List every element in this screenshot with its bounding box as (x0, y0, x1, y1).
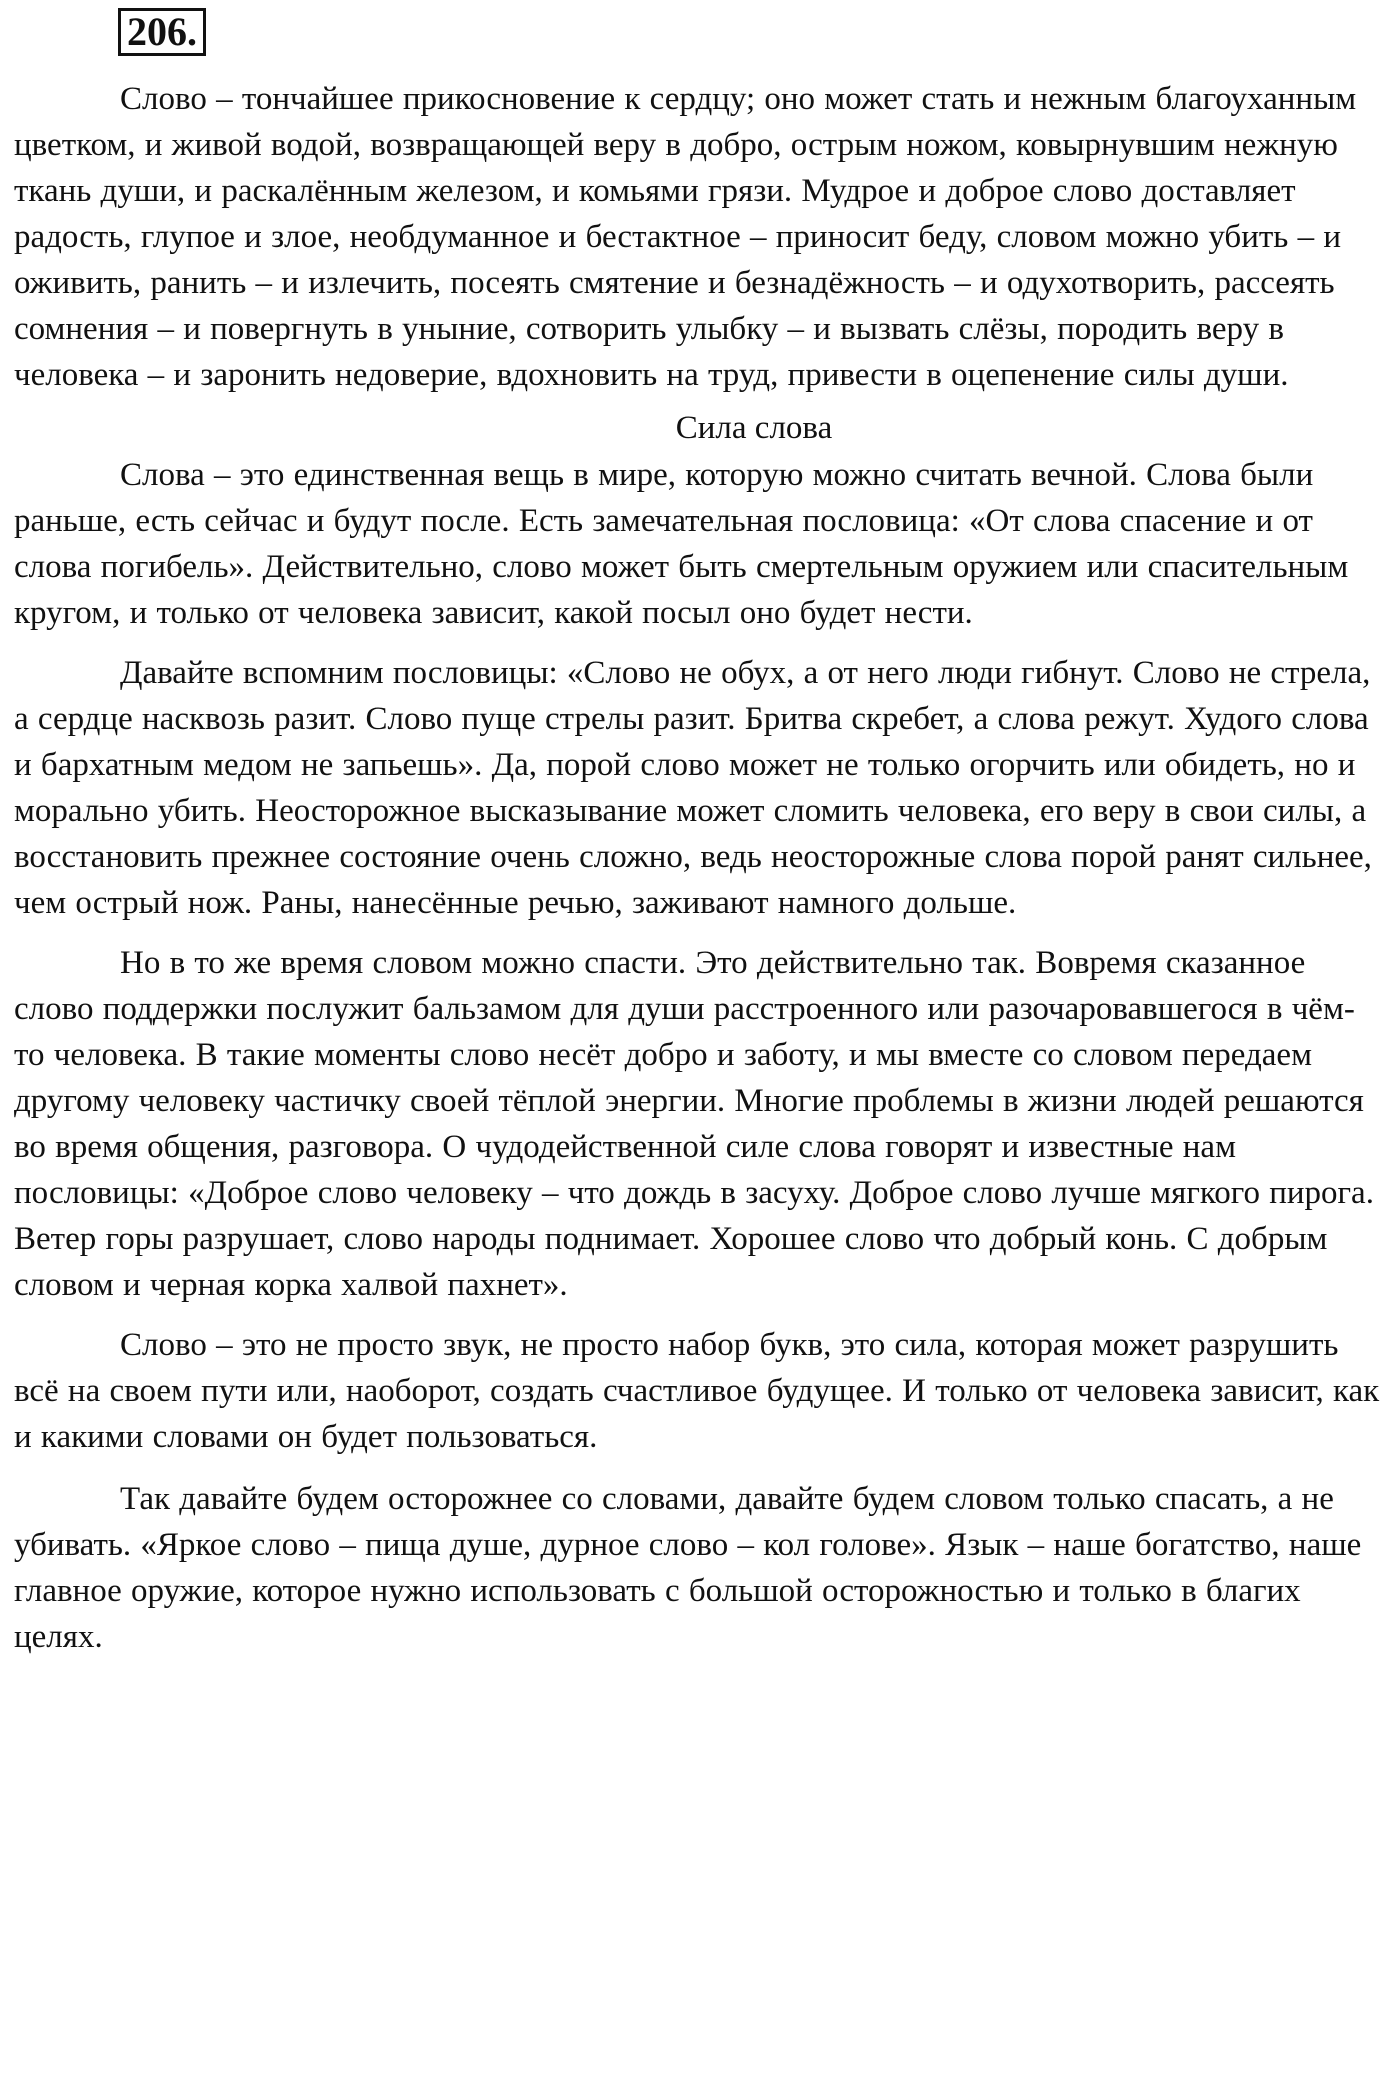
exercise-number-value: 206 (127, 9, 187, 54)
paragraph-4: Но в то же время словом можно спасти. Это действительно так. Вовремя сказанное слово поддержки послужит бальзамом для души расстроенного или разочаровавшегося в чём-то человека. В такие моменты слово несёт добро и заботу, и мы вместе со словом передаем другому человеку частичку своей тёплой энергии. Многие проблемы в жизни людей решаются во время общения, разговора. О чудодейственной силе слова говорят и известные нам пословицы: «Доброе слово человеку – что дождь в засуху. Доброе слово лучше мягкого пирога. Ветер горы разрушает, слово народы поднимает. Хорошее слово что добрый конь. С добрым словом и черная корка халвой пахнет». (14, 945, 1374, 1303)
paragraph-2: Слова – это единственная вещь в мире, которую можно считать вечной. Слова были раньше, есть сейчас и будут после. Есть замечательная пословица: «От слова спасение и от слова погибель». Действительно, слово может быть смертельным оружием или спасительным кругом, и только от человека зависит, какой посыл оно будет нести. (14, 457, 1349, 631)
paragraph-1: Слово – тончайшее прикосновение к сердцу; оно может стать и нежным благоуханным цветком, и живой водой, возвращающей веру в добро, острым ножом, ковырнувшим нежную ткань души, и раскалённым железом, и комьями грязи. Мудрое и доброе слово доставляет радость, глупое и злое, необдуманное и бестактное – приносит беду, словом можно убить – и оживить, ранить – и излечить, посеять смятение и безнадёжность – и одухотворить, рассеять сомнения – и повергнуть в уныние, сотворить улыбку – и вызвать слёзы, породить веру в человека – и заронить недоверие, вдохновить на труд, привести в оцепенение силы души. (14, 81, 1357, 393)
paragraph-3: Давайте вспомним пословицы: «Слово не обух, а от него люди гибнут. Слово не стрела, а сердце насквозь разит. Слово пуще стрелы разит. Бритва скребет, а слова режут. Худого слова и бархатным медом не запьешь». Да, порой слово может не только огорчить или обидеть, но и морально убить. Неосторожное высказывание может сломить человека, его веру в свои силы, а восстановить прежнее состояние очень сложно, ведь неосторожные слова порой ранят сильнее, чем острый нож. Раны, нанесённые речью, заживают намного дольше. (14, 655, 1372, 921)
paragraph-6: Так давайте будем осторожнее со словами, давайте будем словом только спасать, а не убивать. «Яркое слово – пища душе, дурное слово – кол голове». Язык – наше богатство, наше главное оружие, которое нужно использовать с большой осторожностью и только в благих целях. (14, 1481, 1362, 1655)
section-title: Сила слова (675, 410, 833, 446)
exercise-number-dot: . (187, 9, 197, 54)
paragraph-5: Слово – это не просто звук, не просто набор букв, это сила, которая может разрушить всё на своем пути или, наоборот, создать счастливое будущее. И только от человека зависит, как и какими словами он будет пользоваться. (14, 1327, 1380, 1455)
exercise-number-box (118, 8, 206, 56)
document-body (14, 76, 1384, 1660)
exercise-number (118, 8, 206, 56)
